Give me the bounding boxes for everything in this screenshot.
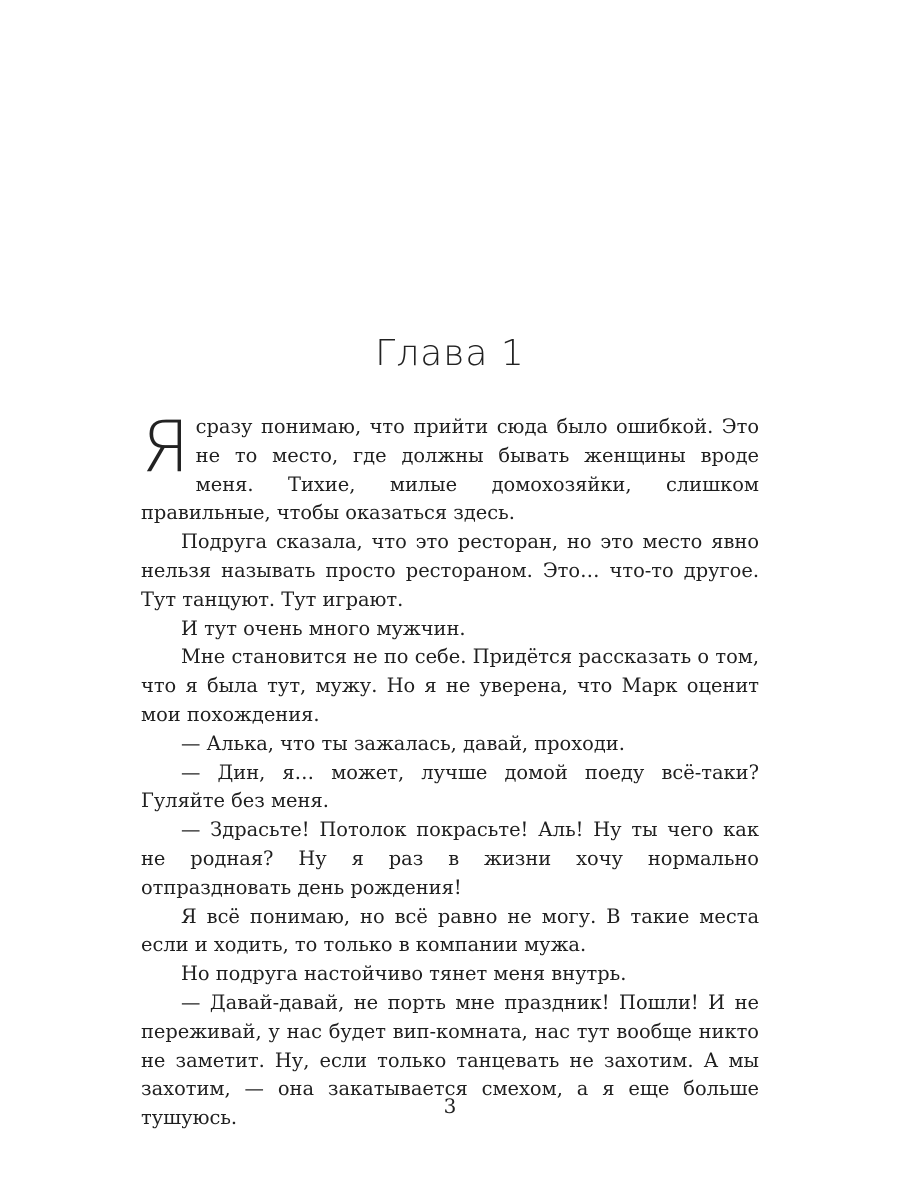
paragraph-6: — Дин, я… может, лучше домой поеду всё-таки? Гуляйте без меня. bbox=[141, 760, 759, 813]
paragraph-1-text: сразу понимаю, что прийти сюда было ошибкой. Это не то место, где должны бывать женщины вроде меня. Тихие, милые домохозяйки, слишком правильные, чтобы оказаться здесь. bbox=[141, 415, 759, 525]
paragraph-5: — Алька, что ты зажалась, давай, проходи. bbox=[181, 731, 625, 755]
paragraph-7: — Здрасьте! Потолок покрасьте! Аль! Ну ты чего как не родная? Ну я раз в жизни хочу нормально отпраздновать день рождения! bbox=[141, 818, 759, 899]
paragraph-2: Подруга сказала, что это ресторан, но это место явно нельзя называть просто рестораном. Это… что-то другое. Тут танцуют. Тут играют. bbox=[141, 530, 759, 611]
paragraph-10: — Давай-давай, не порть мне праздник! Пошли! И не переживай, у нас будет вип-комната, нас тут вообще никто не заметит. Ну, если только танцевать не захотим. А мы захотим, — она закатывается смехом, а я еще больше тушуюсь. bbox=[141, 990, 759, 1130]
page-number: 3 bbox=[443, 1094, 457, 1118]
chapter-title: Глава 1 bbox=[375, 333, 525, 374]
paragraph-3: И тут очень много мужчин. bbox=[181, 616, 466, 640]
chapter-body bbox=[141, 406, 759, 1133]
paragraph-1 bbox=[141, 406, 759, 528]
drop-cap: Я bbox=[141, 406, 190, 488]
paragraph-8: Я всё понимаю, но всё равно не могу. В такие места если и ходить, то только в компании мужа. bbox=[141, 904, 759, 957]
paragraph-9: Но подруга настойчиво тянет меня внутрь. bbox=[181, 962, 627, 986]
paragraph-4: Мне становится не по себе. Придётся рассказать о том, что я была тут, мужу. Но я не уверена, что Марк оценит мои похождения. bbox=[141, 645, 759, 726]
